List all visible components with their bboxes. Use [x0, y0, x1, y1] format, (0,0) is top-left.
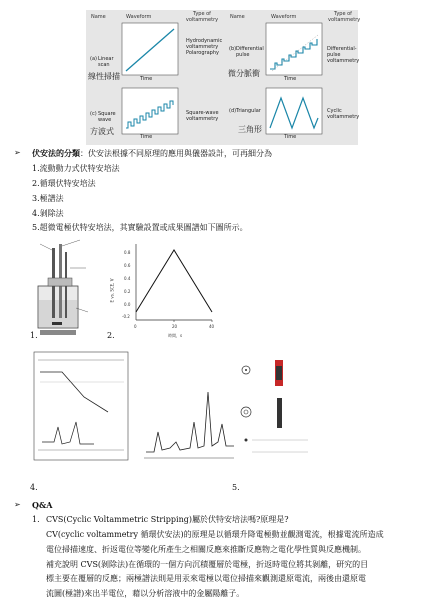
qa-answer-line-4: 標主要在覆層的反應；兩極譜法則是用汞來電極以電位掃描來觀測還原電流，兩後由還原電 [46, 574, 366, 583]
figure-2-number: 2. [107, 331, 115, 340]
figure-2-ytick-3: 0.2 [124, 289, 131, 294]
section-item-3: 3.極譜法 [32, 194, 64, 203]
panel-d-axis: Time [284, 134, 297, 140]
figure-1-number: 1. [30, 331, 38, 340]
panel-a-name: Linear scan [98, 56, 116, 68]
figure-3-plot [34, 352, 134, 462]
figure-1-apparatus [30, 238, 110, 338]
figure-2-xtick-2: 40 [209, 324, 215, 329]
figure-4-number: 4. [30, 483, 38, 492]
section-item-4: 4.剝除法 [32, 209, 64, 218]
section-heading-rest: ：伏安法根據不同原理的應用與儀器設計，可再細分為 [80, 149, 272, 158]
section-heading-bold: 伏安法的分類 [32, 148, 80, 158]
figure-4-plot [140, 362, 236, 474]
figure-5-diagram [238, 356, 312, 466]
panel-c-letter: (c) [90, 111, 97, 117]
qa-bullet-icon: ➢ [14, 500, 21, 509]
section-item-2: 2.循環伏特安培法 [32, 179, 96, 188]
panel-a-axis: Time [140, 76, 153, 82]
panel-b-name: Differential pulse [236, 46, 264, 58]
header-waveform-right: Waveform [271, 14, 297, 20]
panel-d-waveform [266, 88, 322, 140]
header-name-right: Name [230, 14, 245, 20]
panel-c-name: Square wave [98, 111, 116, 123]
panel-b-type: Differential-pulse voltammetry [327, 46, 360, 64]
figure-2-xtick-1: 20 [172, 324, 178, 329]
panel-b-waveform [266, 23, 322, 83]
figure-2-ytick-0: 0.8 [124, 250, 131, 255]
waveform-figure [86, 10, 361, 145]
panel-a-cjk: 線性掃描 [88, 72, 120, 81]
panel-d-cjk: 三角形 [238, 125, 262, 134]
panel-c-cjk: 方波式 [90, 127, 114, 136]
qa-question: CVS(Cyclic Voltammetric Stripping)屬於伏特安培法嗎?原理是? [46, 515, 289, 524]
qa-answer-line-1: CV(cyclic voltammetry 循環伏安法)的原理是以循環升降電極動並觀測電流，根據電流所造成 [46, 530, 384, 539]
section-item-5: 5.超微電極伏特安培法，其實驗設置或成果圖譜如下圖所示。 [32, 223, 248, 232]
figure-2-xtick-0: 0 [134, 324, 137, 329]
panel-a-waveform [122, 23, 178, 83]
panel-c-waveform [122, 88, 178, 140]
panel-a-type: Hydrodynamic voltammetry Polarography [186, 38, 223, 56]
header-waveform: Waveform [126, 14, 152, 20]
panel-b-letter: (b) [229, 46, 237, 52]
figure-2-ylabel: E vs. SCE, V [109, 278, 115, 303]
qa-question-number: 1. [32, 515, 40, 524]
figure-2-ytick-1: 0.6 [124, 263, 131, 268]
panel-a-letter: (a) [90, 56, 97, 62]
header-type-right: Type of voltammetry [328, 11, 361, 23]
figure-2-plot [118, 240, 218, 340]
qa-title: Q&A [32, 500, 53, 510]
figure-5-number: 5. [232, 483, 240, 492]
qa-answer-line-5: 流圖(極譜)來出半電位，藉以分析溶液中的金屬陽離子。 [46, 589, 245, 598]
qa-answer-line-2: 電位掃描速度、折返電位等變化所產生之相關反應來推斷反應物之電化學性質與反應機制。 [46, 545, 366, 554]
figure-2-xlabel: 時間，s [168, 333, 183, 338]
panel-c-type: Square-wave voltammetry [186, 110, 219, 122]
panel-d-type: Cyclic voltammetry [327, 108, 360, 120]
figure-2-ytick-2: 0.4 [124, 276, 131, 281]
panel-b-cjk: 微分脈衝 [228, 69, 260, 78]
header-name: Name [91, 14, 106, 20]
figure-2-ytick-4: 0.0 [124, 302, 131, 307]
panel-d-name: Triangular [236, 108, 261, 114]
qa-answer-line-3: 補充說明 CVS(剝除法)在循環的一個方向沉積覆層於電極，折返時電位將其剝離，研究的目 [46, 560, 369, 569]
panel-c-axis: Time [140, 134, 153, 140]
section-item-1: 1.流動動力式伏特安培法 [32, 164, 120, 173]
section-bullet-icon: ➢ [14, 148, 21, 157]
panel-d-letter: (d) [229, 108, 237, 114]
panel-b-axis: Time [284, 76, 297, 82]
section-heading [32, 148, 272, 159]
header-type: Type of voltammetry [185, 11, 219, 23]
figure-2-ytick-5: -0.2 [122, 314, 130, 319]
